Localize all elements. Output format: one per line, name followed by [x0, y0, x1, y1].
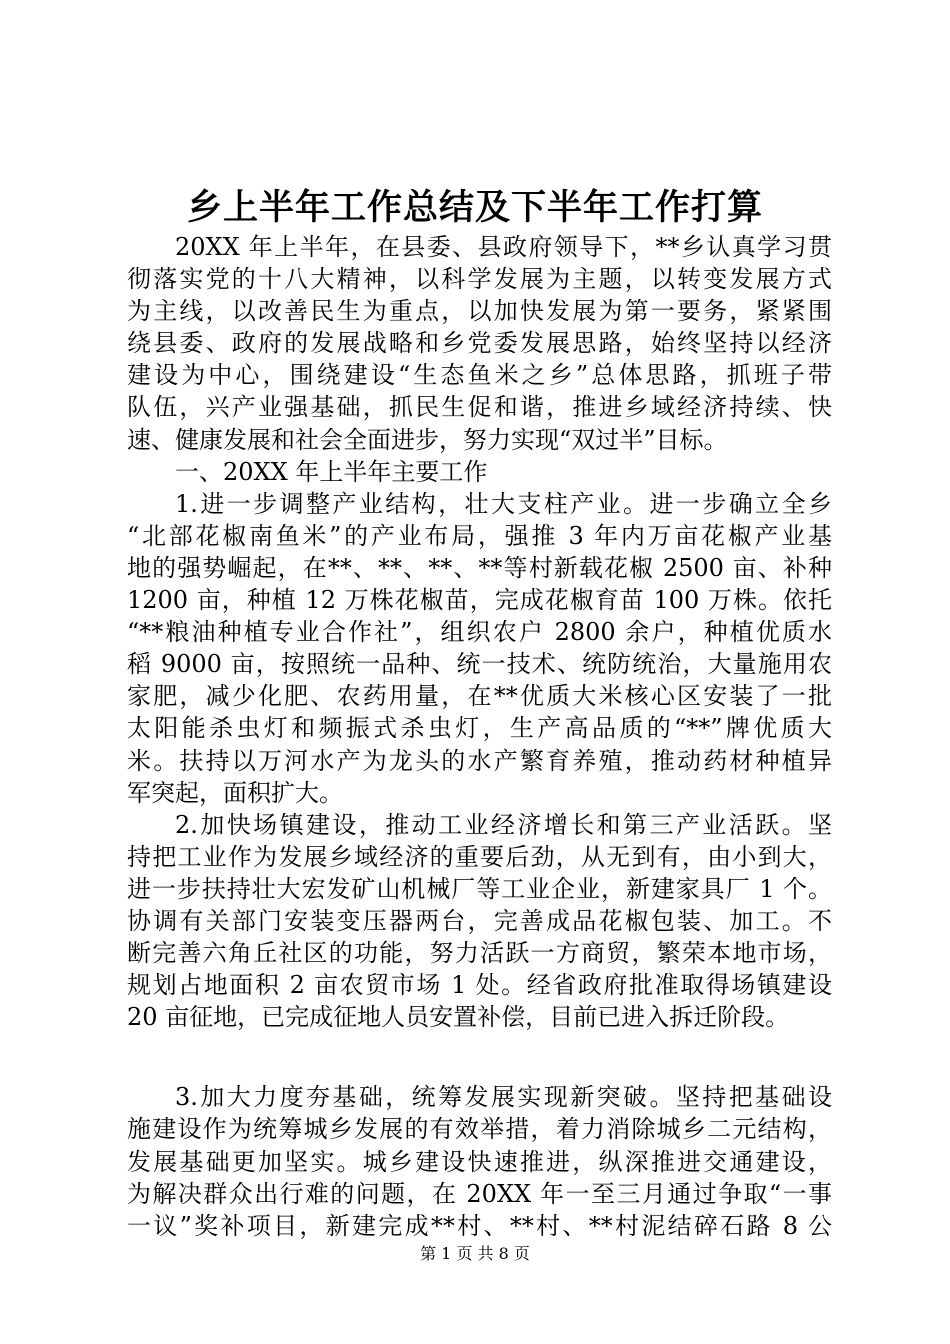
paragraph-line: 速、健康发展和社会全面进步，努力实现“双过半”目标。: [127, 425, 728, 454]
page-footer: 第 1 页 共 8 页: [420, 1244, 530, 1263]
paragraph-line: 进一步扶持壮大宏发矿山机械厂等工业企业，新建家具厂 1 个。: [127, 874, 832, 903]
paragraph-line: 为主线，以改善民生为重点，以加快发展为第一要务，紧紧围: [127, 297, 832, 326]
paragraph-line: 3.加大力度夯基础，统筹发展实现新突破。坚持把基础设: [175, 1083, 832, 1112]
paragraph-3: [127, 1081, 832, 1241]
paragraph-line: 太阳能杀虫灯和频振式杀虫灯，生产高品质的“**”牌优质大: [127, 714, 832, 743]
paragraph-line: 发展基础更加坚实。城乡建设快速推进，纵深推进交通建设，: [127, 1147, 832, 1176]
paragraph-line: 家肥，减少化肥、农药用量，在**优质大米核心区安装了一批: [127, 682, 832, 711]
paragraph-line: 1.进一步调整产业结构，壮大支柱产业。进一步确立全乡: [175, 489, 832, 518]
intro-paragraph: [127, 231, 832, 456]
paragraph-1: [127, 488, 832, 809]
paragraph-line: 军突起，面积扩大。: [127, 778, 343, 807]
paragraph-line: 断完善六角丘社区的功能，努力活跃一方商贸，繁荣本地市场，: [127, 939, 832, 968]
paragraph-line: 稻 9000 亩，按照统一品种、统一技术、统防统治，大量施用农: [127, 650, 832, 679]
paragraph-line: 一议”奖补项目，新建完成**村、**村、**村泥结碎石路 8 公: [127, 1211, 832, 1240]
paragraph-line: 队伍，兴产业强基础，抓民生促和谐，推进乡域经济持续、快: [127, 393, 832, 422]
paragraph-line: 建设为中心，围绕建设“生态鱼米之乡”总体思路，抓班子带: [127, 361, 832, 390]
paragraph-line: 施建设作为统筹城乡发展的有效举措，着力消除城乡二元结构，: [127, 1115, 832, 1144]
paragraph-spacer: [127, 1033, 832, 1081]
paragraph-line: 20XX 年上半年，在县委、县政府领导下，**乡认真学习贯: [175, 233, 832, 261]
document-title: 乡上半年工作总结及下半年工作打算: [186, 187, 763, 228]
section-heading: 一、20XX 年上半年主要工作: [175, 457, 488, 486]
paragraph-2: [127, 809, 832, 1034]
paragraph-line: “北部花椒南鱼米”的产业布局，强推 3 年内万亩花椒产业基: [127, 521, 832, 550]
paragraph-line: 绕县委、政府的发展战略和乡党委发展思路，始终坚持以经济: [127, 329, 832, 358]
paragraph-line: 为解决群众出行难的问题，在 20XX 年一至三月通过争取“一事: [127, 1179, 832, 1208]
paragraph-line: 米。扶持以万河水产为龙头的水产繁育养殖，推动药材种植异: [127, 746, 832, 775]
paragraph-line: 协调有关部门安装变压器两台，完善成品花椒包装、加工。不: [127, 906, 832, 935]
paragraph-line: “**粮油种植专业合作社”，组织农户 2800 余户，种植优质水: [127, 618, 832, 647]
paragraph-line: 彻落实党的十八大精神，以科学发展为主题，以转变发展方式: [127, 265, 832, 294]
paragraph-line: 规划占地面积 2 亩农贸市场 1 处。经省政府批准取得场镇建设: [127, 971, 832, 1000]
paragraph-line: 2.加快场镇建设，推动工业经济增长和第三产业活跃。坚: [175, 810, 832, 839]
paragraph-line: 持把工业作为发展乡域经济的重要后劲，从无到有，由小到大，: [127, 842, 832, 871]
paragraph-line: 20 亩征地，已完成征地人员安置补偿，目前已进入拆迁阶段。: [127, 1003, 790, 1032]
document-body: [127, 231, 832, 1242]
paragraph-line: 地的强势崛起，在**、**、**、**等村新载花椒 2500 亩、补种: [127, 553, 832, 582]
paragraph-line: 1200 亩，种植 12 万株花椒苗，完成花椒育苗 100 万株。依托: [127, 586, 832, 615]
